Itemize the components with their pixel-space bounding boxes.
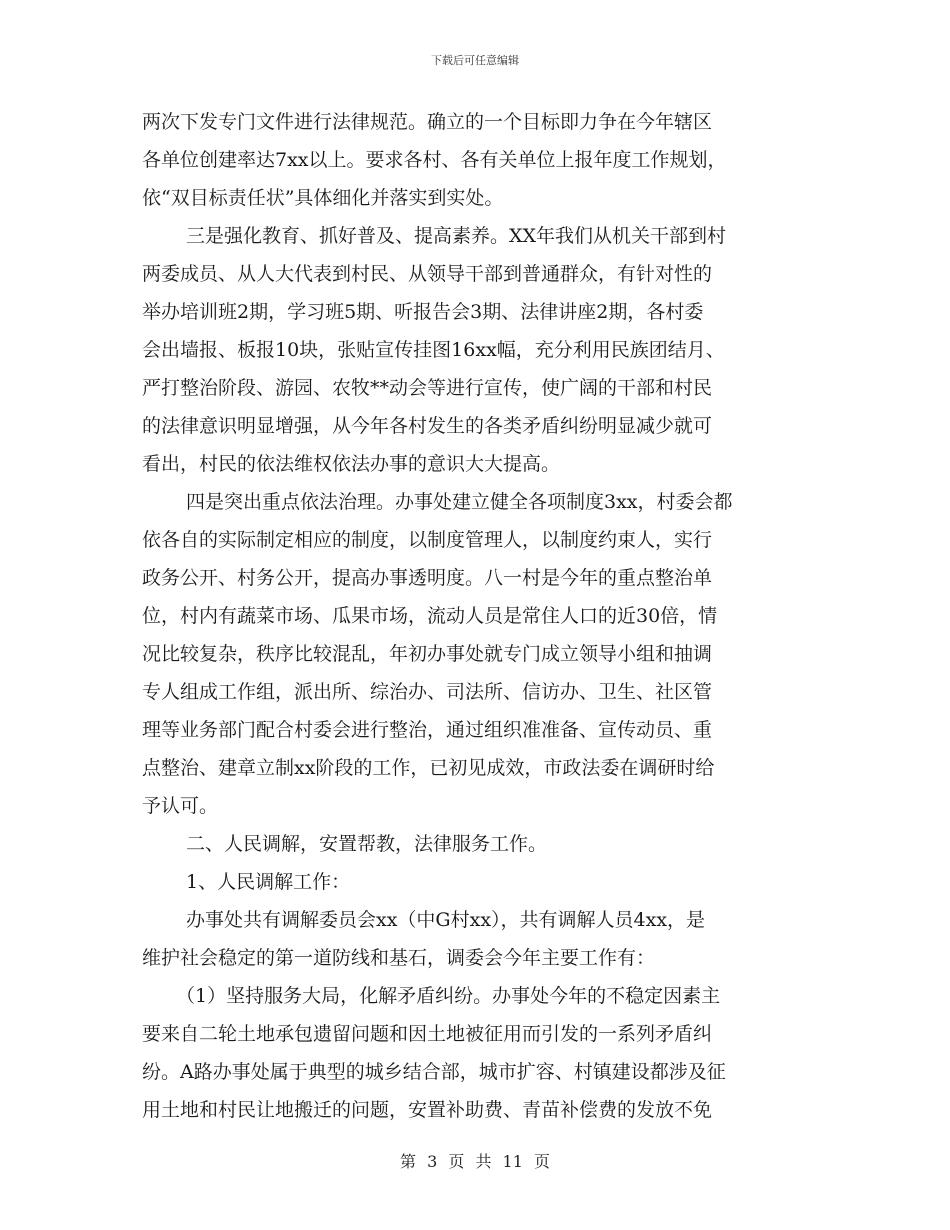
text-line: 专人组成工作组，派出所、综治办、司法所、信访办、卫生、社区管 bbox=[142, 681, 713, 703]
text-line: 纷。A路办事处属于典型的城乡结合部，城市扩容、村镇建设都涉及征 bbox=[142, 1061, 726, 1083]
text-line: 看出，村民的依法维权依法办事的意识大大提高。 bbox=[142, 453, 561, 475]
paragraph-first-line: （1）坚持服务大局，化解矛盾纠纷。办事处今年的不稳定因素主 bbox=[176, 985, 721, 1007]
text-line: 的法律意识明显增强，从今年各村发生的各类矛盾纠纷明显减少就可 bbox=[142, 415, 713, 437]
text-line: 予认可。 bbox=[142, 795, 219, 817]
text-line: 依“双目标责任状”具体细化并落实到实处。 bbox=[142, 187, 504, 209]
text-line: 位，村内有蔬菜市场、瓜果市场，流动人员是常住人口的近30倍，情 bbox=[142, 605, 718, 627]
text-line: 会出墙报、板报10块，张贴宣传挂图16xx幅，充分利用民族团结月、 bbox=[142, 339, 725, 361]
paragraph-first-line: 四是突出重点依法治理。办事处建立健全各项制度3xx，村委会都 bbox=[186, 491, 733, 513]
section-heading: 二、人民调解，安置帮教，法律服务工作。 bbox=[186, 833, 548, 855]
page-header: 下载后可任意编辑 bbox=[431, 54, 519, 67]
text-line: 要来自二轮土地承包遗留问题和因土地被征用而引发的一系列矛盾纠 bbox=[142, 1023, 713, 1045]
text-line: 严打整治阶段、游园、农牧**动会等进行宣传，使广阔的干部和村民 bbox=[142, 377, 713, 399]
paragraph-first-line: 办事处共有调解委员会xx（中G村xx），共有调解人员4xx，是 bbox=[186, 909, 706, 931]
document-body bbox=[142, 103, 812, 1129]
text-line: 政务公开、村务公开，提高办事透明度。八一村是今年的重点整治单 bbox=[142, 567, 713, 589]
subsection-heading: 1、人民调解工作： bbox=[186, 871, 351, 893]
text-line: 理等业务部门配合村委会进行整治，通过组织准准备、宣传动员、重 bbox=[142, 719, 713, 741]
page-number-footer: 第 3 页 共 11 页 bbox=[400, 1152, 550, 1171]
text-line: 各单位创建率达7xx以上。要求各村、各有关单位上报年度工作规划， bbox=[142, 149, 727, 171]
text-line: 两委成员、从人大代表到村民、从领导干部到普通群众，有针对性的 bbox=[142, 263, 713, 285]
text-line: 举办培训班2期，学习班5期、听报告会3期、法律讲座2期，各村委 bbox=[142, 301, 704, 323]
text-line: 点整治、建章立制xx阶段的工作，已初见成效，市政法委在调研时给 bbox=[142, 757, 715, 779]
paragraph-first-line: 三是强化教育、抓好普及、提高素养。XX年我们从机关干部到村 bbox=[186, 225, 727, 247]
text-line: 两次下发专门文件进行法律规范。确立的一个目标即力争在今年辖区 bbox=[142, 111, 713, 133]
text-line: 依各自的实际制定相应的制度，以制度管理人，以制度约束人，实行 bbox=[142, 529, 713, 551]
text-line: 用土地和村民让地搬迁的问题，安置补助费、青苗补偿费的发放不免 bbox=[142, 1099, 713, 1121]
text-line: 维护社会稳定的第一道防线和基石，调委会今年主要工作有： bbox=[142, 947, 656, 969]
text-line: 况比较复杂，秩序比较混乱，年初办事处就专门成立领导小组和抽调 bbox=[142, 643, 713, 665]
